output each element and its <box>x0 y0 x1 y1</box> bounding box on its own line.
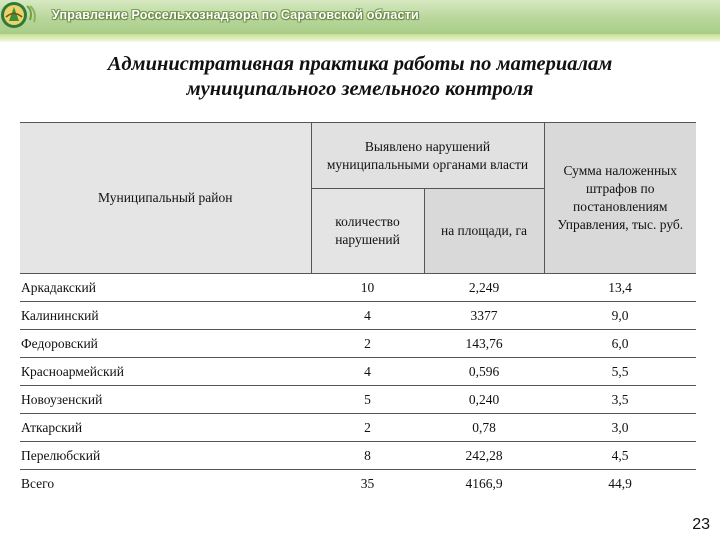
title-line-2: муниципального земельного контроля <box>186 78 534 100</box>
header-fine-sum <box>544 123 696 274</box>
header-fine-sum-label: Сумма наложенных штрафов по постановлениям Управления, тыс. руб. <box>557 163 684 232</box>
cell-area: 0,240 <box>424 386 544 414</box>
header-bar <box>0 0 720 34</box>
table-header-row-1 <box>20 123 696 189</box>
cell-district: Аркадакский <box>20 274 311 302</box>
cell-sum: 4,5 <box>544 442 696 470</box>
cell-district: Всего <box>20 470 311 498</box>
header-count-label: количество нарушений <box>335 214 400 247</box>
cell-sum: 13,4 <box>544 274 696 302</box>
cell-sum: 3,5 <box>544 386 696 414</box>
practice-table <box>20 122 696 497</box>
cell-district: Перелюбский <box>20 442 311 470</box>
cell-sum: 6,0 <box>544 330 696 358</box>
cell-district: Федоровский <box>20 330 311 358</box>
header-municipality-label: Муниципальный район <box>98 190 233 205</box>
page-title <box>0 52 720 102</box>
table-row <box>20 330 696 358</box>
cell-area: 3377 <box>424 302 544 330</box>
cell-count: 5 <box>311 386 424 414</box>
cell-count: 4 <box>311 358 424 386</box>
cell-district: Красноармейский <box>20 358 311 386</box>
cell-count: 4 <box>311 302 424 330</box>
cell-area: 2,249 <box>424 274 544 302</box>
header-strip <box>0 34 720 42</box>
cell-sum: 44,9 <box>544 470 696 498</box>
header-area-label: на площади, га <box>440 223 528 238</box>
table-row <box>20 358 696 386</box>
cell-area: 0,78 <box>424 414 544 442</box>
cell-area: 0,596 <box>424 358 544 386</box>
table-row <box>20 442 696 470</box>
cell-count: 10 <box>311 274 424 302</box>
header-violations-group-label: Выявлено нарушений муниципальными органами власти <box>326 138 529 172</box>
header-violations-group <box>311 123 544 189</box>
practice-table-container <box>20 122 696 497</box>
table-row <box>20 274 696 302</box>
cell-area: 242,28 <box>424 442 544 470</box>
table-row <box>20 386 696 414</box>
cell-count: 2 <box>311 414 424 442</box>
cell-area: 4166,9 <box>424 470 544 498</box>
organization-name: Управление Россельхознадзора по Саратовской области <box>52 8 419 22</box>
table-row <box>20 302 696 330</box>
cell-count: 8 <box>311 442 424 470</box>
header-count <box>311 189 424 274</box>
cell-district: Новоузенский <box>20 386 311 414</box>
page-number: 23 <box>692 516 710 533</box>
header-municipality <box>20 123 311 274</box>
cell-district: Аткарский <box>20 414 311 442</box>
emblem-logo <box>0 0 44 30</box>
cell-area: 143,76 <box>424 330 544 358</box>
table-row <box>20 414 696 442</box>
cell-sum: 5,5 <box>544 358 696 386</box>
cell-sum: 9,0 <box>544 302 696 330</box>
title-line-1: Административная практика работы по материалам <box>107 53 613 75</box>
table-row-total <box>20 470 696 498</box>
cell-count: 2 <box>311 330 424 358</box>
cell-count: 35 <box>311 470 424 498</box>
cell-district: Калининский <box>20 302 311 330</box>
cell-sum: 3,0 <box>544 414 696 442</box>
header-area <box>424 189 544 274</box>
